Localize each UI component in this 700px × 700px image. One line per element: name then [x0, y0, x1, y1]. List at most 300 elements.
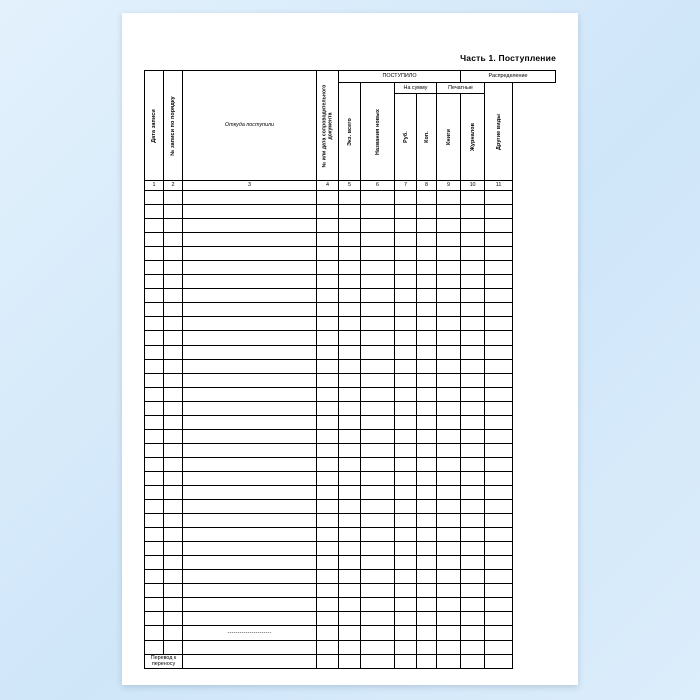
table-cell[interactable] — [145, 542, 164, 556]
table-row[interactable] — [145, 485, 556, 499]
table-cell[interactable] — [461, 303, 485, 317]
table-cell[interactable] — [145, 485, 164, 499]
table-cell[interactable] — [183, 317, 317, 331]
table-cell[interactable] — [437, 303, 461, 317]
table-cell[interactable] — [417, 598, 437, 612]
table-cell[interactable] — [145, 443, 164, 457]
table-cell[interactable] — [145, 233, 164, 247]
table-cell[interactable] — [339, 584, 361, 598]
table-cell[interactable] — [395, 528, 417, 542]
table-cell[interactable] — [361, 345, 395, 359]
table-cell[interactable] — [145, 612, 164, 626]
table-row[interactable] — [145, 275, 556, 289]
table-row[interactable] — [145, 401, 556, 415]
table-cell[interactable] — [437, 191, 461, 205]
table-cell[interactable] — [417, 640, 437, 654]
table-cell[interactable] — [145, 598, 164, 612]
table-cell[interactable] — [183, 345, 317, 359]
table-cell[interactable] — [164, 626, 183, 640]
table-cell[interactable] — [317, 556, 339, 570]
table-cell[interactable] — [395, 626, 417, 640]
table-cell[interactable] — [317, 345, 339, 359]
table-cell[interactable] — [395, 584, 417, 598]
table-cell[interactable] — [317, 373, 339, 387]
table-cell[interactable] — [417, 570, 437, 584]
table-cell[interactable] — [485, 233, 513, 247]
table-cell[interactable] — [339, 233, 361, 247]
table-cell[interactable] — [145, 584, 164, 598]
table-cell[interactable] — [437, 247, 461, 261]
table-cell[interactable] — [417, 233, 437, 247]
table-cell[interactable] — [317, 261, 339, 275]
table-row[interactable] — [145, 570, 556, 584]
table-cell[interactable] — [461, 373, 485, 387]
table-cell[interactable] — [417, 373, 437, 387]
table-cell[interactable] — [417, 514, 437, 528]
table-cell[interactable] — [437, 387, 461, 401]
table-cell[interactable] — [164, 373, 183, 387]
table-cell[interactable] — [145, 570, 164, 584]
table-cell[interactable] — [145, 247, 164, 261]
table-cell[interactable] — [395, 289, 417, 303]
table-cell[interactable] — [437, 640, 461, 654]
table-cell[interactable] — [417, 429, 437, 443]
table-cell[interactable] — [395, 457, 417, 471]
table-cell[interactable] — [317, 289, 339, 303]
table-cell[interactable] — [485, 289, 513, 303]
table-cell[interactable] — [437, 233, 461, 247]
table-cell[interactable] — [183, 654, 317, 668]
table-cell[interactable] — [461, 584, 485, 598]
table-cell[interactable] — [437, 542, 461, 556]
table-cell[interactable] — [339, 528, 361, 542]
table-cell[interactable] — [485, 500, 513, 514]
table-cell[interactable] — [183, 387, 317, 401]
table-cell[interactable] — [485, 247, 513, 261]
table-cell[interactable] — [461, 500, 485, 514]
table-cell[interactable] — [485, 584, 513, 598]
table-cell[interactable] — [485, 556, 513, 570]
table-cell[interactable] — [485, 640, 513, 654]
table-cell[interactable] — [183, 261, 317, 275]
table-cell[interactable] — [317, 570, 339, 584]
table-cell[interactable] — [461, 457, 485, 471]
table-cell[interactable] — [339, 247, 361, 261]
table-cell[interactable] — [395, 247, 417, 261]
table-cell[interactable] — [395, 261, 417, 275]
table-cell[interactable] — [183, 598, 317, 612]
table-cell[interactable] — [461, 612, 485, 626]
table-cell[interactable] — [361, 429, 395, 443]
table-cell[interactable] — [339, 443, 361, 457]
table-cell[interactable] — [317, 443, 339, 457]
table-cell[interactable] — [361, 401, 395, 415]
table-cell[interactable] — [395, 387, 417, 401]
table-cell[interactable] — [361, 331, 395, 345]
table-cell[interactable] — [183, 612, 317, 626]
table-cell[interactable] — [317, 471, 339, 485]
table-cell[interactable] — [417, 500, 437, 514]
table-cell[interactable] — [317, 331, 339, 345]
table-cell[interactable] — [395, 556, 417, 570]
table-cell[interactable] — [361, 514, 395, 528]
table-cell[interactable] — [437, 345, 461, 359]
table-cell[interactable] — [417, 626, 437, 640]
table-cell[interactable] — [183, 219, 317, 233]
table-cell[interactable] — [437, 612, 461, 626]
table-cell[interactable] — [339, 612, 361, 626]
table-cell[interactable] — [395, 570, 417, 584]
table-cell[interactable] — [361, 485, 395, 499]
table-cell[interactable] — [339, 542, 361, 556]
table-cell[interactable] — [183, 233, 317, 247]
table-cell[interactable] — [485, 528, 513, 542]
table-cell[interactable] — [395, 542, 417, 556]
table-row[interactable] — [145, 443, 556, 457]
table-cell[interactable] — [183, 457, 317, 471]
table-row[interactable] — [145, 289, 556, 303]
table-cell[interactable] — [317, 528, 339, 542]
table-row[interactable] — [145, 542, 556, 556]
table-cell[interactable] — [164, 275, 183, 289]
table-row[interactable] — [145, 556, 556, 570]
table-cell[interactable] — [183, 528, 317, 542]
table-cell[interactable] — [183, 415, 317, 429]
table-cell[interactable] — [437, 219, 461, 233]
table-row[interactable] — [145, 191, 556, 205]
table-cell[interactable] — [395, 317, 417, 331]
table-row[interactable] — [145, 359, 556, 373]
table-cell[interactable] — [395, 415, 417, 429]
table-cell[interactable] — [485, 303, 513, 317]
table-cell[interactable] — [485, 205, 513, 219]
table-cell[interactable] — [461, 317, 485, 331]
table-row[interactable] — [145, 471, 556, 485]
table-cell[interactable] — [145, 191, 164, 205]
table-cell[interactable] — [395, 429, 417, 443]
table-cell[interactable] — [164, 331, 183, 345]
table-cell[interactable] — [317, 457, 339, 471]
table-cell[interactable] — [417, 205, 437, 219]
table-cell[interactable] — [485, 387, 513, 401]
table-cell[interactable] — [361, 500, 395, 514]
table-cell[interactable] — [417, 612, 437, 626]
table-cell[interactable] — [395, 373, 417, 387]
table-cell[interactable] — [361, 598, 395, 612]
table-cell[interactable] — [164, 443, 183, 457]
table-cell[interactable] — [339, 500, 361, 514]
table-cell[interactable] — [145, 514, 164, 528]
table-cell[interactable] — [339, 401, 361, 415]
table-cell[interactable] — [361, 359, 395, 373]
table-cell[interactable] — [145, 331, 164, 345]
table-cell[interactable] — [485, 598, 513, 612]
table-cell[interactable] — [183, 514, 317, 528]
table-row[interactable] — [145, 528, 556, 542]
table-cell[interactable] — [461, 387, 485, 401]
table-cell[interactable] — [145, 275, 164, 289]
table-cell[interactable] — [361, 205, 395, 219]
table-cell[interactable] — [461, 359, 485, 373]
table-cell[interactable] — [339, 514, 361, 528]
table-cell[interactable] — [395, 191, 417, 205]
table-cell[interactable] — [461, 485, 485, 499]
table-cell[interactable] — [485, 654, 513, 668]
table-cell[interactable] — [145, 359, 164, 373]
table-cell[interactable] — [485, 443, 513, 457]
table-cell[interactable] — [145, 373, 164, 387]
table-cell[interactable] — [437, 556, 461, 570]
table-cell[interactable] — [145, 387, 164, 401]
table-cell[interactable] — [485, 570, 513, 584]
table-cell[interactable] — [437, 415, 461, 429]
table-cell[interactable] — [317, 598, 339, 612]
table-row[interactable] — [145, 317, 556, 331]
table-cell[interactable] — [361, 415, 395, 429]
table-cell[interactable] — [164, 457, 183, 471]
table-cell[interactable] — [485, 317, 513, 331]
table-cell[interactable] — [339, 303, 361, 317]
table-cell[interactable] — [339, 556, 361, 570]
table-cell[interactable] — [395, 443, 417, 457]
table-cell[interactable] — [417, 542, 437, 556]
table-cell[interactable] — [485, 331, 513, 345]
table-cell[interactable] — [485, 485, 513, 499]
table-cell[interactable] — [361, 471, 395, 485]
table-cell[interactable] — [361, 612, 395, 626]
table-cell[interactable] — [317, 514, 339, 528]
table-cell[interactable] — [164, 191, 183, 205]
table-cell[interactable] — [437, 275, 461, 289]
table-cell[interactable] — [437, 570, 461, 584]
table-cell[interactable] — [461, 626, 485, 640]
table-cell[interactable] — [145, 626, 164, 640]
table-cell[interactable] — [437, 485, 461, 499]
table-cell[interactable] — [339, 654, 361, 668]
table-cell[interactable] — [317, 485, 339, 499]
table-cell[interactable] — [437, 471, 461, 485]
table-cell[interactable] — [395, 640, 417, 654]
table-cell[interactable] — [339, 387, 361, 401]
table-cell[interactable] — [395, 359, 417, 373]
table-cell[interactable] — [183, 500, 317, 514]
table-cell[interactable] — [485, 415, 513, 429]
table-cell[interactable] — [417, 359, 437, 373]
table-cell[interactable] — [361, 303, 395, 317]
table-cell[interactable] — [461, 415, 485, 429]
table-cell[interactable] — [361, 626, 395, 640]
table-cell[interactable] — [317, 205, 339, 219]
table-cell[interactable] — [461, 640, 485, 654]
table-cell[interactable] — [164, 303, 183, 317]
table-cell[interactable] — [485, 457, 513, 471]
table-cell[interactable] — [145, 317, 164, 331]
table-cell[interactable] — [417, 331, 437, 345]
table-cell[interactable] — [417, 219, 437, 233]
table-cell[interactable] — [145, 457, 164, 471]
table-cell[interactable] — [395, 471, 417, 485]
table-cell[interactable] — [485, 626, 513, 640]
table-row[interactable] — [145, 415, 556, 429]
table-cell[interactable] — [164, 640, 183, 654]
table-cell[interactable] — [417, 584, 437, 598]
table-cell[interactable] — [361, 289, 395, 303]
table-cell[interactable] — [183, 401, 317, 415]
table-cell[interactable] — [437, 443, 461, 457]
table-cell[interactable] — [164, 359, 183, 373]
table-cell[interactable] — [164, 570, 183, 584]
table-cell[interactable] — [183, 331, 317, 345]
table-cell[interactable] — [164, 612, 183, 626]
table-cell[interactable] — [437, 584, 461, 598]
table-cell[interactable] — [339, 471, 361, 485]
table-cell[interactable] — [183, 485, 317, 499]
table-cell[interactable] — [164, 289, 183, 303]
table-cell[interactable] — [417, 261, 437, 275]
table-cell[interactable] — [395, 500, 417, 514]
table-cell[interactable] — [485, 275, 513, 289]
table-cell[interactable] — [485, 359, 513, 373]
table-cell[interactable] — [461, 191, 485, 205]
table-cell[interactable] — [485, 612, 513, 626]
table-cell[interactable] — [361, 387, 395, 401]
table-cell[interactable] — [339, 485, 361, 499]
table-cell[interactable] — [395, 514, 417, 528]
table-cell[interactable] — [317, 247, 339, 261]
table-cell[interactable] — [417, 247, 437, 261]
table-row[interactable] — [145, 598, 556, 612]
table-cell[interactable] — [395, 233, 417, 247]
table-cell[interactable] — [437, 289, 461, 303]
table-row[interactable] — [145, 457, 556, 471]
table-cell[interactable] — [339, 415, 361, 429]
table-cell[interactable] — [164, 219, 183, 233]
table-cell[interactable] — [461, 443, 485, 457]
table-cell[interactable] — [339, 317, 361, 331]
table-cell[interactable] — [437, 457, 461, 471]
table-row[interactable] — [145, 247, 556, 261]
table-cell[interactable] — [417, 387, 437, 401]
table-cell[interactable] — [361, 542, 395, 556]
table-cell[interactable] — [461, 261, 485, 275]
table-cell[interactable] — [361, 233, 395, 247]
table-cell[interactable] — [395, 598, 417, 612]
table-cell[interactable] — [361, 457, 395, 471]
table-row[interactable] — [145, 584, 556, 598]
table-row[interactable] — [145, 261, 556, 275]
table-row[interactable] — [145, 233, 556, 247]
table-cell[interactable] — [317, 219, 339, 233]
table-cell[interactable] — [417, 485, 437, 499]
table-cell[interactable] — [183, 584, 317, 598]
table-cell[interactable] — [183, 303, 317, 317]
table-cell[interactable] — [164, 485, 183, 499]
table-cell[interactable] — [183, 289, 317, 303]
table-cell[interactable] — [145, 500, 164, 514]
table-cell[interactable] — [317, 640, 339, 654]
table-cell[interactable] — [485, 401, 513, 415]
table-row[interactable] — [145, 387, 556, 401]
table-cell[interactable] — [339, 626, 361, 640]
table-cell[interactable] — [164, 247, 183, 261]
table-cell[interactable] — [461, 514, 485, 528]
table-cell[interactable] — [183, 556, 317, 570]
table-cell[interactable] — [461, 542, 485, 556]
table-cell[interactable] — [317, 584, 339, 598]
table-cell[interactable] — [417, 471, 437, 485]
table-cell[interactable] — [485, 345, 513, 359]
table-cell[interactable] — [317, 542, 339, 556]
table-cell[interactable] — [485, 219, 513, 233]
table-cell[interactable] — [145, 471, 164, 485]
table-cell[interactable] — [164, 233, 183, 247]
table-cell[interactable] — [164, 471, 183, 485]
table-cell[interactable] — [437, 429, 461, 443]
table-cell[interactable] — [339, 331, 361, 345]
table-cell[interactable] — [164, 387, 183, 401]
table-cell[interactable] — [183, 640, 317, 654]
table-cell[interactable] — [183, 247, 317, 261]
table-cell[interactable] — [485, 514, 513, 528]
table-cell[interactable] — [461, 556, 485, 570]
table-cell[interactable] — [361, 191, 395, 205]
table-cell[interactable] — [361, 261, 395, 275]
table-cell[interactable] — [164, 598, 183, 612]
table-cell[interactable] — [164, 542, 183, 556]
table-cell[interactable] — [145, 289, 164, 303]
table-cell[interactable] — [361, 528, 395, 542]
table-cell[interactable] — [339, 345, 361, 359]
table-cell[interactable] — [361, 584, 395, 598]
table-row[interactable] — [145, 219, 556, 233]
table-cell[interactable] — [339, 373, 361, 387]
table-cell[interactable] — [461, 345, 485, 359]
table-cell[interactable] — [145, 219, 164, 233]
table-row[interactable] — [145, 640, 556, 654]
table-row[interactable] — [145, 205, 556, 219]
table-cell[interactable] — [395, 303, 417, 317]
table-cell[interactable] — [339, 191, 361, 205]
table-cell[interactable] — [183, 205, 317, 219]
table-cell[interactable] — [317, 303, 339, 317]
table-cell[interactable] — [339, 640, 361, 654]
table-cell[interactable] — [461, 219, 485, 233]
table-cell[interactable] — [317, 415, 339, 429]
table-cell[interactable] — [183, 570, 317, 584]
table-cell[interactable] — [183, 471, 317, 485]
table-cell[interactable] — [485, 471, 513, 485]
table-cell[interactable] — [361, 556, 395, 570]
table-cell[interactable] — [461, 289, 485, 303]
table-cell[interactable] — [164, 556, 183, 570]
table-row[interactable] — [145, 612, 556, 626]
table-row[interactable] — [145, 500, 556, 514]
table-cell[interactable] — [417, 289, 437, 303]
table-cell[interactable] — [437, 500, 461, 514]
table-row[interactable] — [145, 331, 556, 345]
table-cell[interactable] — [183, 443, 317, 457]
table-cell[interactable] — [317, 359, 339, 373]
table-cell[interactable] — [145, 303, 164, 317]
table-cell[interactable] — [317, 654, 339, 668]
table-cell[interactable] — [339, 261, 361, 275]
table-cell[interactable] — [164, 401, 183, 415]
table-cell[interactable] — [317, 387, 339, 401]
table-cell[interactable] — [437, 317, 461, 331]
table-cell[interactable] — [164, 584, 183, 598]
table-cell[interactable] — [339, 289, 361, 303]
table-cell[interactable] — [361, 247, 395, 261]
